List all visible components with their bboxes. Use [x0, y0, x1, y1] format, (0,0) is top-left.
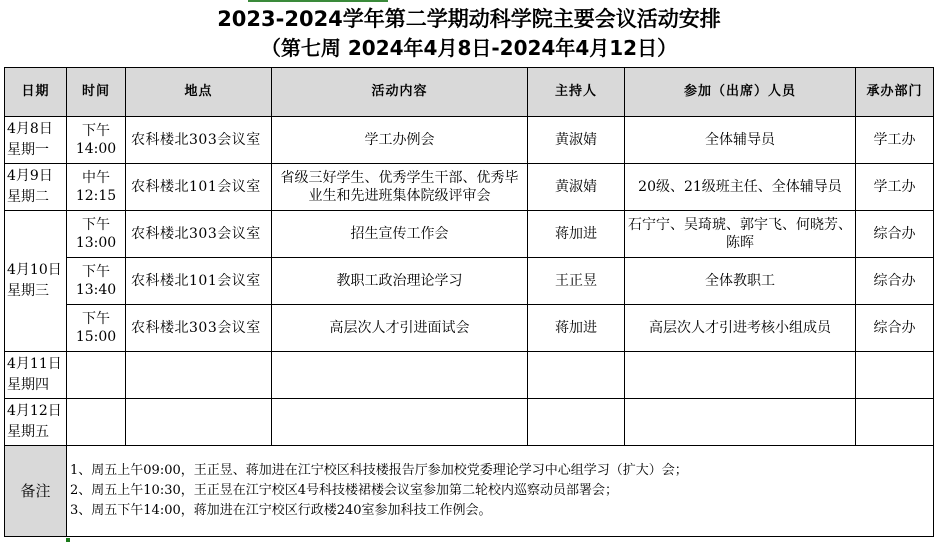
time-text: 13:00	[75, 235, 117, 251]
location-cell[interactable]: 农科楼北101会议室	[126, 258, 272, 305]
date-text: 4月9日	[7, 168, 53, 184]
host-cell[interactable]: 黄淑婧	[528, 164, 625, 211]
period-text: 下午	[82, 264, 110, 280]
date-cell[interactable]	[5, 211, 67, 352]
table-header-row	[5, 68, 934, 117]
date-text: 4月11日	[7, 356, 62, 372]
time-cell[interactable]	[67, 305, 126, 352]
content-cell[interactable]	[272, 352, 528, 399]
department-cell[interactable]	[856, 352, 934, 399]
attendees-cell[interactable]: 全体教职工	[625, 258, 856, 305]
period-text: 下午	[82, 123, 110, 139]
schedule-title: 2023-2024学年第二学期动科学院主要会议活动安排	[217, 7, 721, 31]
remarks-label[interactable]: 备注	[5, 446, 67, 537]
header-host: 主持人	[528, 68, 625, 117]
time-cell[interactable]	[67, 352, 126, 399]
content-cell[interactable]	[272, 399, 528, 446]
selection-indicator	[248, 0, 388, 2]
weekday-text: 星期三	[7, 283, 49, 299]
weekday-text: 星期五	[7, 424, 49, 440]
header-content: 活动内容	[272, 68, 528, 117]
host-cell[interactable]	[528, 352, 625, 399]
date-cell[interactable]	[5, 164, 67, 211]
location-cell[interactable]: 农科楼北303会议室	[126, 211, 272, 258]
table-row	[5, 305, 934, 352]
remark-item: 3、周五下午14:00，蒋加进在江宁校区行政楼240室参加科技工作例会。	[70, 503, 492, 518]
department-cell[interactable]: 综合办	[856, 211, 934, 258]
time-text: 15:00	[75, 329, 117, 345]
time-text: 14:00	[75, 141, 117, 157]
attendees-cell[interactable]	[625, 352, 856, 399]
time-cell[interactable]	[67, 399, 126, 446]
schedule-table	[4, 67, 934, 537]
date-cell[interactable]	[5, 352, 67, 399]
table-row	[5, 211, 934, 258]
department-cell[interactable]: 综合办	[856, 258, 934, 305]
table-row	[5, 352, 934, 399]
attendees-cell[interactable]: 高层次人才引进考核小组成员	[625, 305, 856, 352]
header-attendees: 参加（出席）人员	[625, 68, 856, 117]
location-cell[interactable]: 农科楼北101会议室	[126, 164, 272, 211]
remarks-cell[interactable]	[67, 446, 934, 537]
content-cell[interactable]: 招生宣传工作会	[272, 211, 528, 258]
table-row	[5, 164, 934, 211]
content-cell[interactable]: 省级三好学生、优秀学生干部、优秀毕业生和先进班集体院级评审会	[272, 164, 528, 211]
date-text: 4月8日	[7, 121, 53, 137]
content-cell[interactable]: 教职工政治理论学习	[272, 258, 528, 305]
host-cell[interactable]: 王正昱	[528, 258, 625, 305]
remark-item: 1、周五上午09:00，王正昱、蒋加进在江宁校区科技楼报告厅参加校党委理论学习中心组学习（扩大）会；	[70, 463, 688, 478]
header-location: 地点	[126, 68, 272, 117]
date-text: 4月10日	[7, 262, 62, 278]
time-text: 12:15	[75, 188, 117, 204]
attendees-cell[interactable]: 石宁宁、吴琦琥、郭宇飞、何晓芳、陈晖	[625, 211, 856, 258]
time-cell[interactable]	[67, 258, 126, 305]
weekday-text: 星期二	[7, 189, 49, 205]
weekday-text: 星期四	[7, 377, 49, 393]
header-time: 时间	[67, 68, 126, 117]
attendees-cell[interactable]	[625, 399, 856, 446]
table-row	[5, 399, 934, 446]
location-cell[interactable]	[126, 352, 272, 399]
schedule-subtitle: （第七周 2024年4月8日-2024年4月12日）	[260, 36, 678, 60]
content-cell[interactable]: 学工办例会	[272, 117, 528, 164]
date-cell[interactable]	[5, 117, 67, 164]
host-cell[interactable]	[528, 399, 625, 446]
remarks-row	[5, 446, 934, 537]
location-cell[interactable]: 农科楼北303会议室	[126, 117, 272, 164]
attendees-cell[interactable]: 全体辅导员	[625, 117, 856, 164]
time-cell[interactable]	[67, 164, 126, 211]
weekday-text: 星期一	[7, 142, 49, 158]
fill-handle[interactable]	[66, 538, 70, 542]
department-cell[interactable]: 学工办	[856, 164, 934, 211]
location-cell[interactable]: 农科楼北303会议室	[126, 305, 272, 352]
content-cell[interactable]: 高层次人才引进面试会	[272, 305, 528, 352]
host-cell[interactable]: 黄淑婧	[528, 117, 625, 164]
period-text: 中午	[82, 170, 110, 186]
location-cell[interactable]	[126, 399, 272, 446]
table-row	[5, 117, 934, 164]
header-department: 承办部门	[856, 68, 934, 117]
remark-item: 2、周五上午10:30，王正昱在江宁校区4号科技楼裙楼会议室参加第二轮校内巡察动员部署会；	[70, 483, 619, 498]
date-cell[interactable]	[5, 399, 67, 446]
header-date: 日期	[5, 68, 67, 117]
date-text: 4月12日	[7, 403, 62, 419]
department-cell[interactable]: 综合办	[856, 305, 934, 352]
department-cell[interactable]	[856, 399, 934, 446]
department-cell[interactable]: 学工办	[856, 117, 934, 164]
attendees-cell[interactable]: 20级、21级班主任、全体辅导员	[625, 164, 856, 211]
period-text: 下午	[82, 311, 110, 327]
host-cell[interactable]: 蒋加进	[528, 305, 625, 352]
time-cell[interactable]	[67, 211, 126, 258]
period-text: 下午	[82, 217, 110, 233]
time-cell[interactable]	[67, 117, 126, 164]
host-cell[interactable]: 蒋加进	[528, 211, 625, 258]
time-text: 13:40	[75, 282, 117, 298]
table-row	[5, 258, 934, 305]
